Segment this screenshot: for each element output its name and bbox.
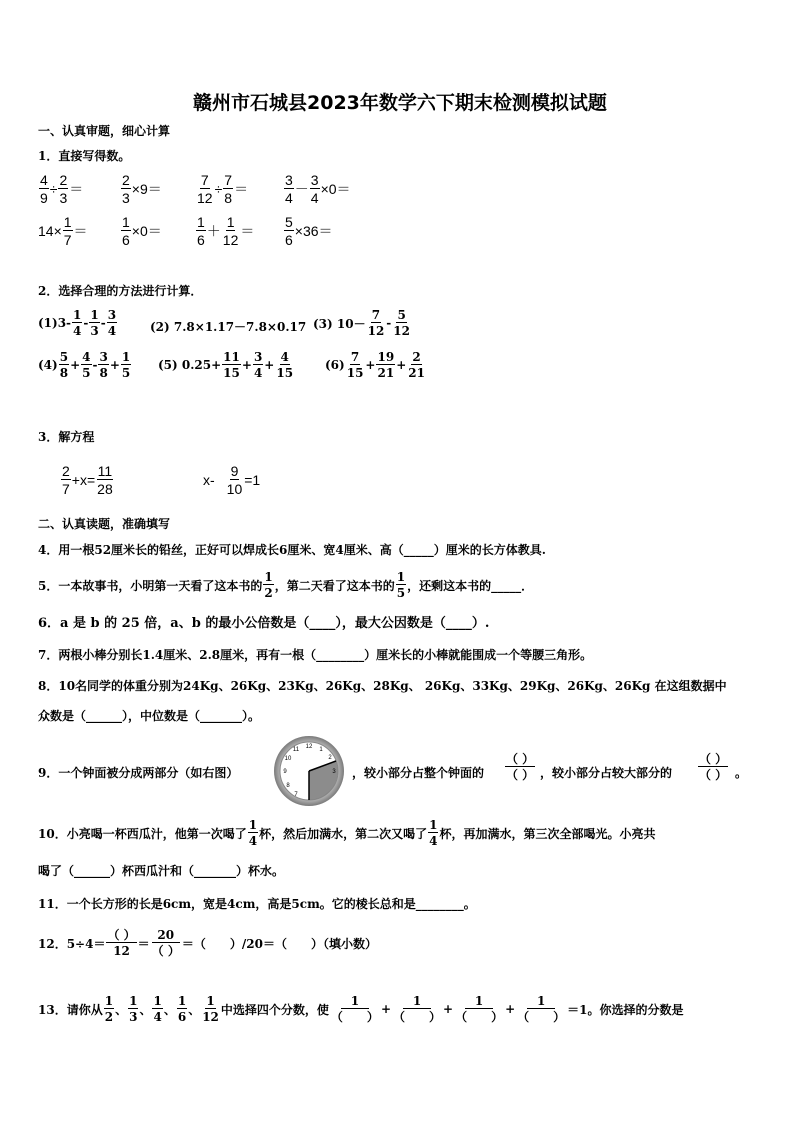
svg-text:12: 12: [305, 744, 313, 750]
q1-item-1: $\frac{4}{9}$ ÷ $\frac{2}{3}$ ＝: [40, 172, 84, 206]
q1-item-2: $\frac{2}{3}$ ×9＝: [122, 172, 162, 206]
question-9-blank-2: $\frac{( )}{( )}$: [699, 752, 728, 782]
q1-item-8: $\frac{5}{6}$ ×36＝: [285, 214, 333, 248]
question-11: 11．一个长方形的长是6cm，宽是4cm，高是5cm。它的棱长总和是________。: [38, 897, 476, 911]
question-10-line-2: 喝了（______）杯西瓜汁和（_______）杯水。: [38, 864, 285, 878]
question-9-text-b: ，较小部分占整个钟面的: [352, 766, 485, 780]
section2-heading: 二、认真读题，准确填写: [38, 517, 171, 531]
svg-text:10: 10: [284, 756, 292, 762]
q2-part-4: (4) $\frac{5}{8}$ + $\frac{4}{5}$ - $\frac{3}{8}$ + $\frac{1}{5}$: [38, 350, 131, 380]
svg-text:3: 3: [332, 769, 336, 775]
question-9-end: 。: [735, 766, 748, 780]
q1-label: 1．直接写得数。: [38, 149, 131, 163]
svg-text:11: 11: [292, 747, 300, 753]
question-13: 13．请你从 $\frac{1}{2}$ 、 $\frac{1}{3}$ 、 $\frac{1}{4}$ 、 $\frac{1}{6}$ 、 $\frac{1}{12}$ 中选择四个分数，使 $\frac{1}{( )}$ + $\frac{1}{( )}$ + $\frac{1}{( )}$ + $\frac{1}{( )}$ ＝1 。你选择的分数是: [38, 994, 684, 1024]
q3-equation-1: $\frac{2}{7}$ +x= $\frac{11}{28}$: [62, 463, 113, 497]
q1-item-4: $\frac{3}{4}$ － $\frac{3}{4}$ ×0＝: [285, 172, 351, 206]
svg-text:1: 1: [319, 747, 323, 753]
section1-heading: 一、认真审题，细心计算: [38, 124, 171, 138]
question-10-line-1: 10．小亮喝一杯西瓜汁，他第一次喝了 $\frac{1}{4}$ 杯，然后加满水，第二次又喝了 $\frac{1}{4}$ 杯，再加满水，第三次全部喝光。小亮共: [38, 818, 656, 848]
clock-figure: [270, 735, 348, 807]
q2-part-5: (5) 0.25+ $\frac{11}{15}$ + $\frac{3}{4}$ + $\frac{4}{15}$: [158, 350, 294, 380]
q1-item-6: $\frac{1}{6}$ ×0＝: [122, 214, 162, 248]
page-title: 赣州市石城县2023年数学六下期末检测模拟试题: [193, 92, 607, 114]
q1-item-7: $\frac{1}{6}$ ＋ $\frac{1}{12}$ ＝: [197, 214, 255, 248]
q2-label: 2．选择合理的方法进行计算．: [38, 284, 203, 298]
q2-part-2: (2) 7.8×1.17－7.8×0.17: [150, 320, 307, 334]
question-8-line-2: 众数是（______），中位数是（_______）。: [38, 709, 261, 723]
question-4: 4．用一根52厘米长的铅丝，正好可以焊成长6厘米、宽4厘米、高（_____）厘米的长方体教具.: [38, 543, 546, 557]
q3-equation-2: x- $\frac{9}{10}$ =1: [203, 463, 261, 497]
q2-part-6: (6) $\frac{7}{15}$ + $\frac{19}{21}$ + $\frac{2}{21}$: [325, 350, 425, 380]
question-12: 12．5÷4＝ $\frac{( )}{12}$ ＝ $\frac{20}{( )}$ ＝（ ）/20＝（ ）（填小数）: [38, 928, 377, 958]
svg-text:9: 9: [283, 769, 287, 775]
question-6: 6．a 是 b 的 25 倍，a、b 的最小公倍数是（____），最大公因数是（____）.: [38, 616, 490, 631]
question-9-text-a: 9．一个钟面被分成两部分（如右图）: [38, 766, 239, 780]
q2-part-3: (3) 10－ $\frac{7}{12}$ - $\frac{5}{12}$: [313, 308, 410, 338]
q1-item-5: 14× $\frac{1}{7}$ ＝: [38, 214, 88, 248]
question-9-text-c: ，较小部分占较大部分的: [540, 766, 673, 780]
question-5: 5．一本故事书，小明第一天看了这本书的 $\frac{1}{2}$ ，第二天看了这本书的 $\frac{1}{5}$ ，还剩这本书的_____．: [38, 570, 534, 600]
q2-part-1: (1)3- $\frac{1}{4}$ - $\frac{1}{3}$ - $\frac{3}{4}$: [38, 308, 117, 338]
svg-text:8: 8: [286, 783, 290, 789]
q3-label: 3．解方程: [38, 430, 95, 444]
question-7: 7．两根小棒分别长1.4厘米、2.8厘米，再有一根（________）厘米长的小棒就能围成一个等腰三角形。: [38, 648, 593, 662]
svg-text:7: 7: [294, 792, 298, 798]
q1-item-3: $\frac{7}{12}$ ÷ $\frac{7}{8}$ ＝: [197, 172, 249, 206]
question-9-blank-1: $\frac{( )}{( )}$: [506, 752, 535, 782]
question-8-line-1: 8．10名同学的体重分别为24Kg、26Kg、23Kg、26Kg、28Kg、 26Kg、33Kg、29Kg、26Kg、26Kg 在这组数据中: [38, 679, 727, 693]
svg-text:2: 2: [328, 755, 332, 761]
